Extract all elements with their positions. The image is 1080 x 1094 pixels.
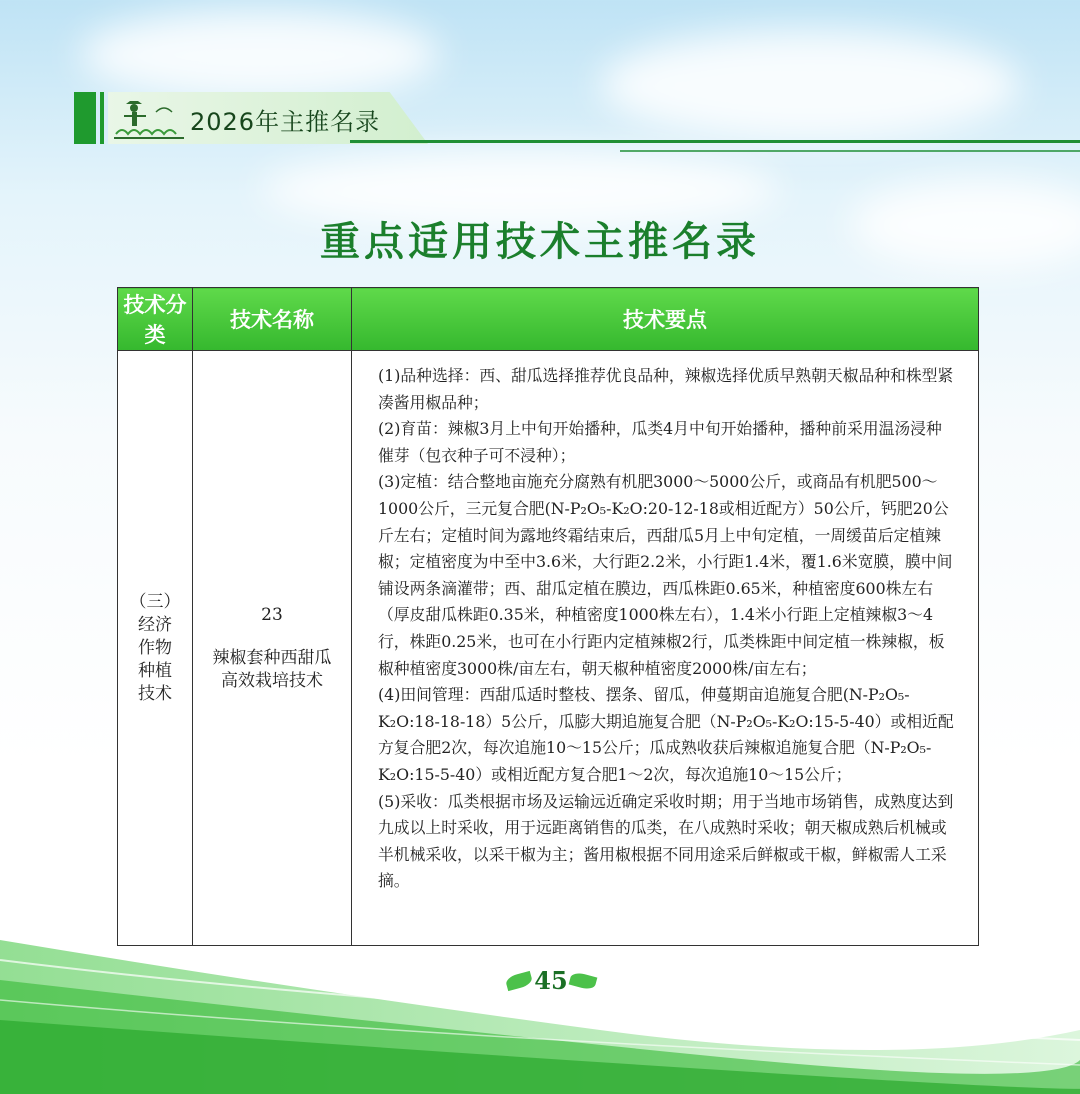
point-planting: (3)定植：结合整地亩施充分腐熟有机肥3000～5000公斤，或商品有机肥500～1000公斤，三元复合肥(N-P₂O₅-K₂O:20-12-18或相近配方）50公斤，钙肥20公斤左右；定植时间为露地终霜结束后，西甜瓜5月上中旬定植，一周缓苗后定植辣椒；定植密度为中至中3.6米，大行距2.2米，小行距1.4米，覆1.6米宽膜，膜中间铺设两条滴灌带；西、甜瓜定植在膜边，西瓜株距0.65米，种植密度600株左右（厚皮甜瓜株距0.35米，种植密度1000株左右），1.4米小行距上定植辣椒3～4行，株距0.25米，也可在小行距内定植辣椒2行，瓜类株距中间定植一株辣椒，板椒种植密度3000株/亩左右，朝天椒种植密度2000株/亩左右；	[378, 472, 953, 678]
banner-accent-bar	[100, 92, 104, 144]
category-line: 作物	[138, 637, 172, 658]
farmer-field-icon	[112, 98, 186, 140]
tech-number: 23	[261, 604, 283, 625]
section-banner	[74, 92, 434, 144]
tech-points-cell	[352, 351, 979, 946]
cloud	[600, 30, 1020, 140]
tech-name-line: 高效栽培技术	[221, 670, 323, 691]
header-rule	[350, 140, 1080, 143]
column-header-points: 技术要点	[352, 288, 979, 351]
cloud	[80, 10, 440, 100]
tech-table	[117, 287, 979, 946]
point-seedling: (2)育苗：辣椒3月上中旬开始播种，瓜类4月中旬开始播种，播种前采用温汤浸种催芽（包衣种子可不浸种）；	[378, 419, 942, 465]
banner-accent-bar	[74, 92, 96, 144]
point-harvest: (5)采收：瓜类根据市场及运输远近确定采收时期；用于当地市场销售，成熟度达到九成以上时采收，用于远距离销售的瓜类，在八成熟时采收；朝天椒成熟后机械或半机械采收，以采干椒为主；酱用椒根据不同用途采后鲜椒或干椒，鲜椒需人工采摘。	[378, 791, 954, 891]
category-line: 技术	[138, 683, 172, 704]
column-header-name: 技术名称	[193, 288, 352, 351]
tech-name-cell	[193, 351, 352, 946]
point-variety-selection: (1)品种选择：西、甜瓜选择推荐优良品种，辣椒选择优质早熟朝天椒品种和株型紧凑酱用椒品种；	[378, 366, 954, 412]
category-line: 经济	[138, 614, 172, 635]
tech-name-line: 辣椒套种西甜瓜	[212, 647, 332, 668]
page-number: 45	[534, 966, 568, 995]
category-line: 种植	[138, 660, 172, 681]
point-field-management: (4)田间管理：西甜瓜适时整枝、摆条、留瓜，伸蔓期亩追施复合肥(N-P₂O₅-K₂O:18-18-18）5公斤，瓜膨大期追施复合肥（N-P₂O₅-K₂O:15-5-40）或相近配方复合肥2次，每次追施10～15公斤；瓜成熟收获后辣椒追施复合肥（N-P₂O₅-K₂O:15-5-40）或相近配方复合肥1～2次，每次追施10～15公斤；	[378, 685, 954, 784]
banner-title: 2026年主推名录	[190, 108, 381, 136]
header-rule	[620, 150, 1080, 152]
table-row	[118, 351, 979, 946]
green-wave-decoration	[0, 880, 1080, 1094]
category-line: （三）	[129, 591, 181, 612]
column-header-category: 技术分类	[118, 288, 193, 351]
table-header-row	[118, 288, 979, 351]
page-title: 重点适用技术主推名录	[320, 219, 760, 265]
category-cell	[118, 351, 193, 946]
